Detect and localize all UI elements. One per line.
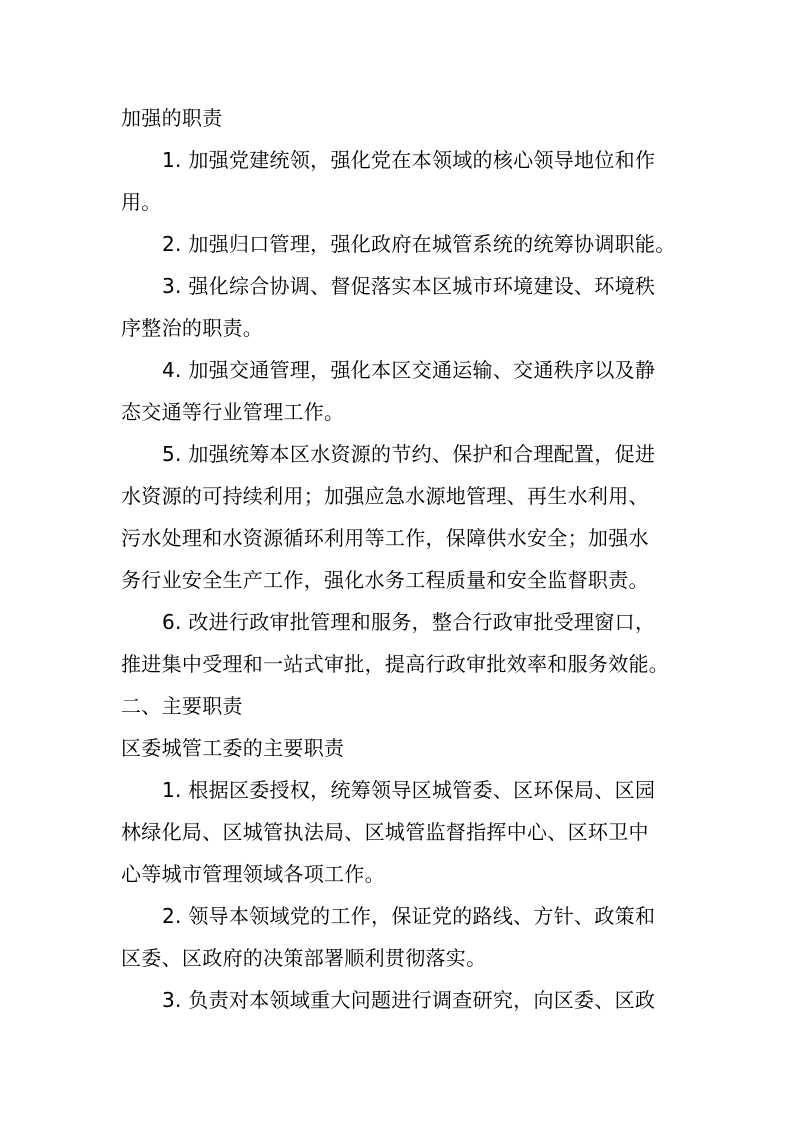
paragraph-line: 1. 根据区委授权，统筹领导区城管委、区环保局、区园 <box>162 778 656 802</box>
paragraph-line: 用。 <box>121 190 162 214</box>
paragraph-line: 3. 强化综合协调、督促落实本区城市环境建设、环境秩 <box>162 274 656 298</box>
section-heading: 加强的职责 <box>121 106 223 130</box>
paragraph-line: 污水处理和水资源循环利用等工作，保障供水安全；加强水 <box>121 526 649 550</box>
paragraph-line: 6. 改进行政审批管理和服务，整合行政审批受理窗口， <box>162 610 656 634</box>
paragraph-line: 推进集中受理和一站式审批，提高行政审批效率和服务效能。 <box>121 652 670 676</box>
paragraph-line: 3. 负责对本领域重大问题进行调查研究，向区委、区政 <box>162 988 656 1012</box>
paragraph-line: 水资源的可持续利用；加强应急水源地管理、再生水利用、 <box>121 484 649 508</box>
paragraph-line: 1. 加强党建统领，强化党在本领域的核心领导地位和作 <box>162 148 656 172</box>
paragraph-line: 2. 加强归口管理，强化政府在城管系统的统筹协调职能。 <box>162 232 676 256</box>
paragraph-line: 林绿化局、区城管执法局、区城管监督指挥中心、区环卫中 <box>121 820 649 844</box>
paragraph-line: 2. 领导本领域党的工作，保证党的路线、方针、政策和 <box>162 904 656 928</box>
paragraph-line: 4. 加强交通管理，强化本区交通运输、交通秩序以及静 <box>162 358 656 382</box>
subsection-heading: 区委城管工委的主要职责 <box>121 736 345 760</box>
paragraph-line: 序整治的职责。 <box>121 316 264 340</box>
paragraph-line: 5. 加强统筹本区水资源的节约、保护和合理配置，促进 <box>162 442 656 466</box>
paragraph-line: 区委、区政府的决策部署顺利贯彻落实。 <box>121 946 487 970</box>
paragraph-line: 务行业安全生产工作，强化水务工程质量和安全监督职责。 <box>121 568 649 592</box>
section-heading: 二、主要职责 <box>121 694 243 718</box>
paragraph-line: 态交通等行业管理工作。 <box>121 400 345 424</box>
paragraph-line: 心等城市管理领域各项工作。 <box>121 862 385 886</box>
